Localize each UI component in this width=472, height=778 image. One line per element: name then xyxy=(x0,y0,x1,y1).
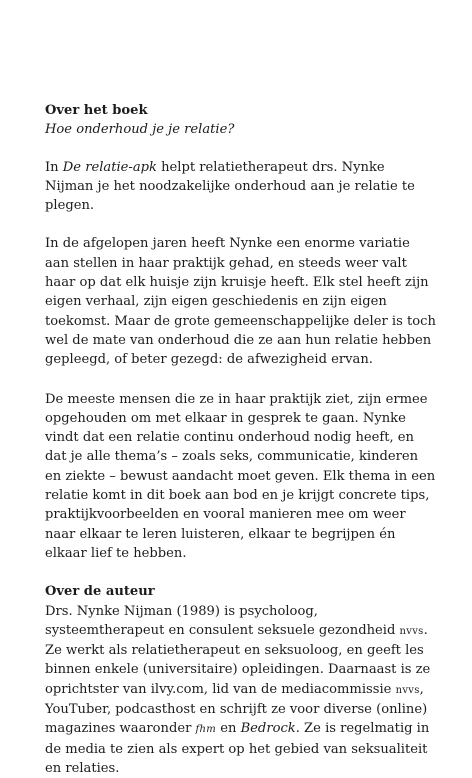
nvvs-abbrev-1: nvvs xyxy=(399,625,424,637)
bio-text-4: en xyxy=(216,721,241,737)
magazine-bedrock: Bedrock xyxy=(240,721,296,737)
book-paragraph-practice: In de afgelopen jaren heeft Nynke een enorme variatie aan stellen in haar praktijk gehad, en steeds weer valt haar op dat elk huisje zijn kruisje heeft. Elk stel heeft zijn eigen verhaal, zijn eigen geschiedenis en zijn eigen toekomst. Maar de grote gemeenschappelijke deler is toch wel de mate van onderhoud die ze aan hun relatie hebben gepleegd, of beter gezegd: de afwezigheid ervan. xyxy=(45,236,436,368)
magazine-fhm: fhm xyxy=(195,724,217,736)
bio-text-3: , YouTuber, podcasthost en schrijft ze voor diverse (online) magazines waaronder xyxy=(45,681,428,737)
about-author-heading: Over de auteur xyxy=(45,584,155,600)
book-paragraph-intro xyxy=(45,158,437,216)
about-book-subheading: Hoe onderhoud je je relatie? xyxy=(45,122,235,138)
bio-text-2: . Ze werkt als relatietherapeut en seksuoloog, en geeft les binnen enkele (universitaire) opleidingen. Daarnaast is ze oprichtster van ilvy.com, lid van de mediacommissie xyxy=(45,622,431,697)
bio-text-5: . Ze is regelmatig in de media te zien als expert op het gebied van seksualiteit en relaties. xyxy=(45,721,430,776)
book-paragraph-themes: De meeste mensen die ze in haar praktijk ziet, zijn ermee opgehouden om met elkaar in gesprek te gaan. Nynke vindt dat een relatie continu onderhoud nodig heeft, en dat je alle thema’s – zoals seks, communicatie, kinderen en ziekte – bewust aandacht moet geven. Elk thema in een relatie komt in dit boek aan bod en je krijgt concrete tips, praktijkvoorbeelden en vooral manieren mee om weer naar elkaar te leren luisteren, elkaar te begrijpen én elkaar lief te hebben. xyxy=(45,391,436,561)
about-book-heading: Over het boek xyxy=(45,103,148,118)
intro-text-before: In xyxy=(45,159,63,175)
page-content xyxy=(45,101,437,778)
author-bio-paragraph xyxy=(45,602,437,778)
intro-text-after: helpt relatietherapeut drs. Nynke Nijman je het noodzakelijke onderhoud aan je relatie te plegen. xyxy=(45,159,415,214)
bio-text-1: Drs. Nynke Nijman (1989) is psycholoog, systeemtherapeut en consulent seksuele gezondheid xyxy=(45,603,400,638)
book-title: De relatie-apk xyxy=(62,159,157,175)
nvvs-abbrev-2: nvvs xyxy=(395,684,420,696)
